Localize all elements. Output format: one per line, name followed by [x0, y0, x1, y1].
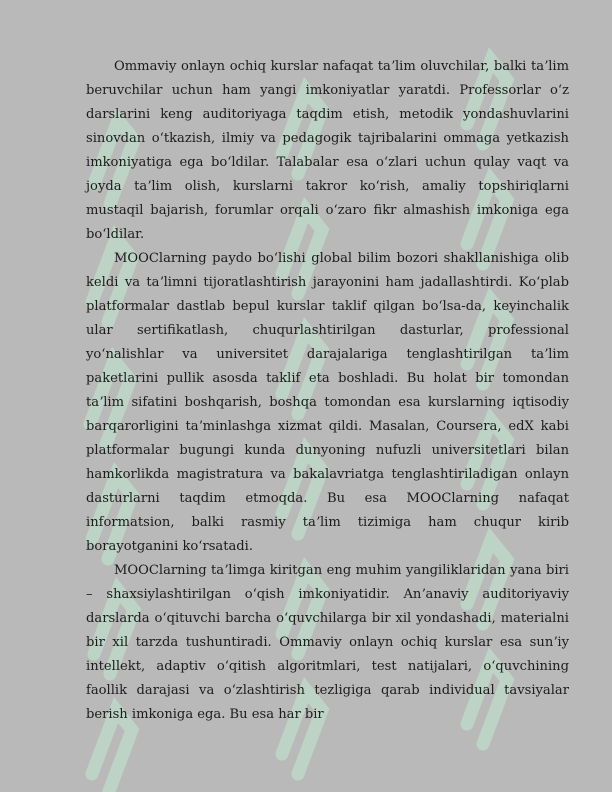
- paragraph-2: MOOClarning paydo boʻlishi global bilim bozori shakllanishiga olib keldi va taʼlimni tijoratlashtirish jarayonini ham jadallashtirdi. Koʻplab platformalar dastlab bepul kurslar taklif qilgan boʻlsa-da, keyinchalik ular sertifikatlash, chuqurlashtirilgan dasturlar, professional yoʻnalishlar va universitet darajalariga tenglashtirilgan taʼlim paketlarini pullik asosda taklif eta boshladi. Bu holat bir tomondan taʼlim sifatini boshqarish, boshqa tomondan esa kurslarning iqtisodiy barqarorligini taʼminlashga xizmat qildi. Masalan, Coursera, edX kabi platformalar bugungi kunda dunyoning nufuzli universitetlari bilan hamkorlikda magistratura va bakalavriatga tenglashtiriladigan onlayn dasturlarni taqdim etmoqda. Bu esa MOOClarning nafaqat informatsion, balki rasmiy taʼlim tizimiga ham chuqur kirib borayotganini koʻrsatadi.: [86, 251, 569, 554]
- paragraph-1: Ommaviy onlayn ochiq kurslar nafaqat taʼlim oluvchilar, balki taʼlim beruvchilar uchun ham yangi imkoniyatlar yaratdi. Professorlar oʻz darslarini keng auditoriyaga taqdim etish, metodik yondashuvlarini sinovdan oʻtkazish, ilmiy va pedagogik tajribalarini ommaga yetkazish imkoniyatiga ega boʻldilar. Talabalar esa oʻzlari uchun qulay vaqt va joyda taʼlim olish, kurslarni takror koʻrish, amaliy topshiriqlarni mustaqil bajarish, forumlar orqali oʻzaro fikr almashish imkoniga ega boʻldilar.: [86, 59, 569, 242]
- document-body: [86, 55, 569, 727]
- paragraph-3: MOOClarning taʼlimga kiritgan eng muhim yangiliklaridan yana biri – shaxsiylashtirilgan oʻqish imkoniyatidir. Anʼanaviy auditoriyaviy darslarda oʻqituvchi barcha oʻquvchilarga bir xil yondashadi, materialni bir xil tarzda tushuntiradi. Ommaviy onlayn ochiq kurslar esa sunʼiy intellekt, adaptiv oʻqitish algoritmlari, test natijalari, oʻquvchining faollik darajasi va oʻzlashtirish tezligiga qarab individual tavsiyalar berish imkoniga ega. Bu esa har bir: [86, 563, 569, 722]
